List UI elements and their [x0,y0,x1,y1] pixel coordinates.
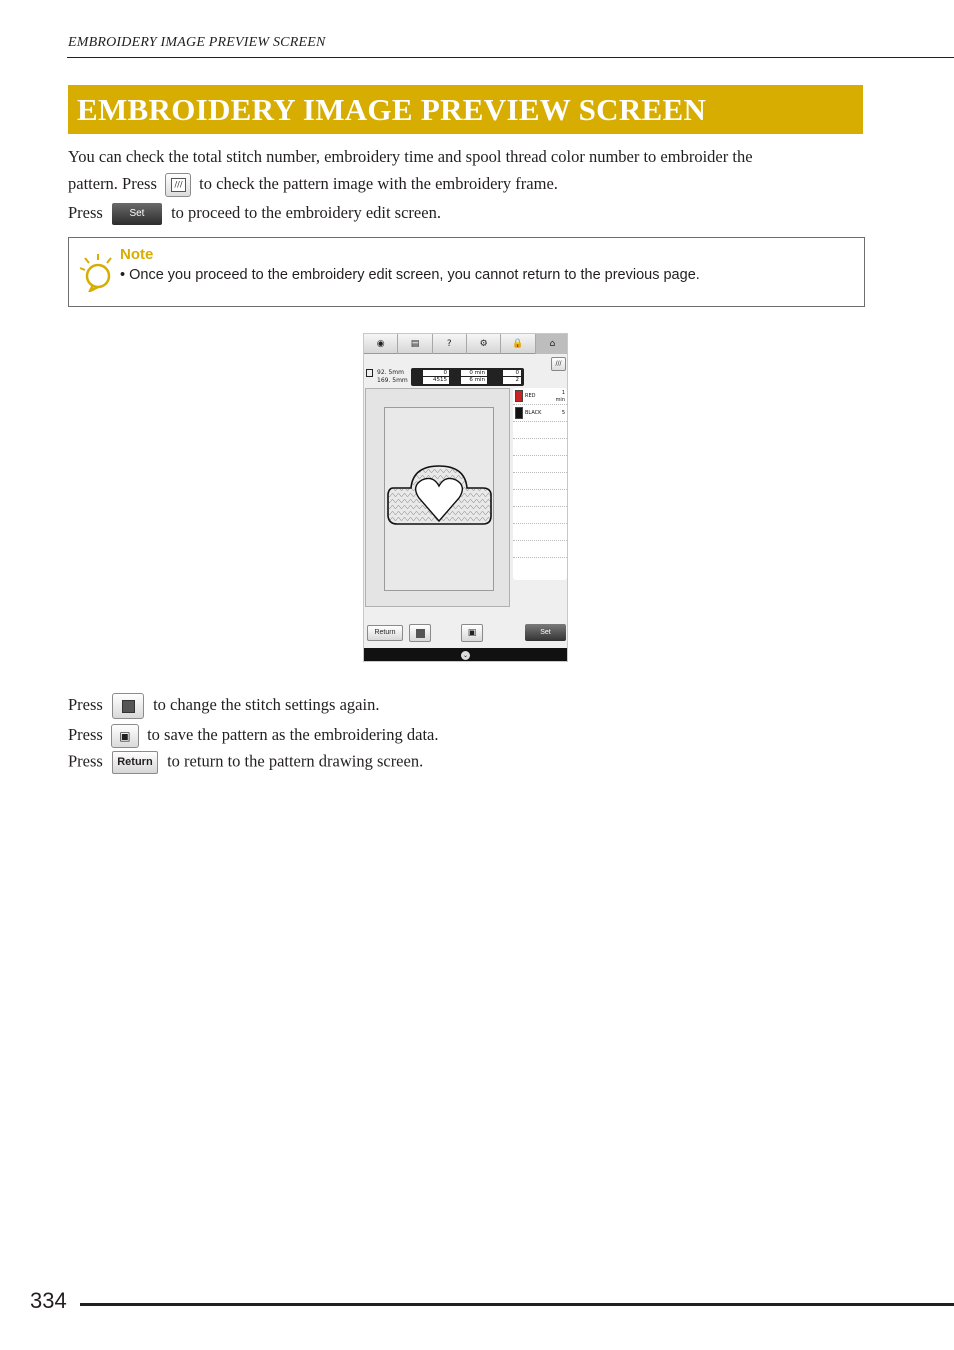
note-box [68,237,865,307]
thread-now: 0 [503,370,521,376]
settings-icon[interactable]: ⚙ [467,334,501,354]
intro-line-3-after: to proceed to the embroidery edit screen. [171,203,441,222]
color-time: 5 [561,410,565,416]
save-button[interactable]: ▣ [461,624,483,642]
intro-line-3-before: Press [68,203,103,222]
page-number: 334 [30,1288,67,1313]
instruction-text: to save the pattern as the embroidering data. [147,724,439,744]
home-icon[interactable]: ⌂ [536,334,568,354]
press-word: Press [68,724,103,744]
list-item-empty [513,473,567,490]
preview-screen-screenshot [363,333,568,662]
list-item-empty [513,490,567,507]
thread-total: 2 [503,377,521,384]
color-time: 1 [561,390,565,396]
section-title-bar [68,85,863,134]
note-label: Note [120,246,154,263]
color-name: RED [525,393,536,399]
list-item-empty [513,524,567,541]
press-word: Press [68,751,103,771]
time-total: 6 min [461,377,487,384]
document-icon[interactable]: ▤ [398,334,432,354]
instruction-return [68,751,423,774]
return-button[interactable]: Return [367,625,403,641]
stitch-settings-icon [112,693,144,719]
stitch-stats-panel [411,368,524,386]
instruction-text: to return to the pattern drawing screen. [167,751,424,771]
thread-color-list [513,388,567,580]
header-rule [67,57,954,58]
instruction-text: to change the stitch settings again. [153,694,380,714]
color-name: BLACK [525,410,542,416]
set-button[interactable]: Set [525,624,566,641]
intro-line-3 [68,199,441,226]
footer-rule [80,1303,954,1306]
intro-line-1: You can check the total stitch number, embroidery time and spool thread color number to embroider the [68,147,753,166]
frame-preview-button-icon: /// [165,173,191,197]
camera-icon[interactable]: ◉ [364,334,398,354]
list-item-empty [513,541,567,558]
color-swatch [515,407,523,419]
size-icon [366,369,373,377]
note-lightbulb-icon [79,252,113,292]
list-item-empty [513,422,567,439]
intro-line-2 [68,170,558,197]
screen-bottom-bar [364,617,568,647]
note-text: • Once you proceed to the embroidery edit screen, you cannot return to the previous page. [120,267,700,283]
color-swatch [515,390,523,402]
screen-toolbar [364,334,568,354]
list-item-empty [513,439,567,456]
heart-pattern-preview [385,408,495,592]
list-item-empty [513,507,567,524]
pattern-dimensions [366,369,408,384]
frame-display-button[interactable]: /// [551,357,566,371]
status-icon: ⌄ [462,652,469,659]
stitch-count: 4515 [423,377,449,384]
color-count-now: 0 [423,370,449,376]
lock-icon[interactable]: 🔒 [501,334,535,354]
embroidery-canvas [365,388,510,607]
time-now: 0 min [461,370,487,376]
save-pocket-icon: ▣ [111,724,139,748]
embroidery-hoop [384,407,494,591]
intro-line-2-after: to check the pattern image with the embroidery frame. [199,174,558,193]
help-icon[interactable]: ? [433,334,467,354]
list-item[interactable] [513,405,567,422]
pattern-width: 92. 5mm [377,369,404,376]
section-title: EMBROIDERY IMAGE PREVIEW SCREEN [77,92,707,127]
instruction-stitch-settings [68,693,379,719]
stitch-settings-button[interactable] [409,624,431,642]
running-header: EMBROIDERY IMAGE PREVIEW SCREEN [68,35,326,50]
pattern-height: 169. 5mm [377,376,408,384]
set-button-icon: Set [112,203,162,225]
press-word: Press [68,694,103,714]
intro-line-2-before: pattern. Press [68,174,157,193]
list-item-empty [513,456,567,473]
status-strip [364,648,568,662]
instruction-save [68,724,439,748]
list-item[interactable] [513,388,567,405]
color-time-unit: min [555,397,565,403]
return-button-icon: Return [112,751,158,774]
